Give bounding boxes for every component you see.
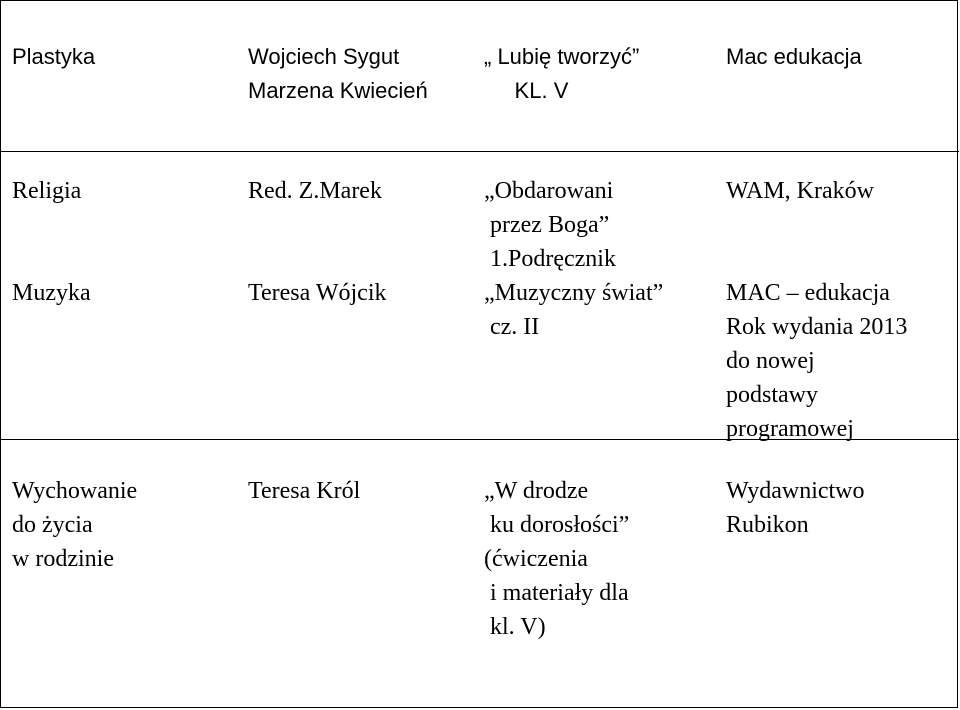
cell-subject: Wychowanie do życia w rodzinie [12,478,138,572]
cell-title: „Muzyczny świat” cz. II [484,280,664,340]
cell-author: Teresa Wójcik [248,280,387,306]
cell-subject: Religia [12,178,82,204]
cell-title: „W drodze ku dorosłości” (ćwiczenia i materiały dla kl. V) [484,478,630,640]
cell-publisher: Mac edukacja [726,44,862,69]
cell-title: „Obdarowani przez Boga” 1.Podręcznik [484,178,616,272]
cell-author: Red. Z.Marek [248,178,382,204]
cell-author: Teresa Król [248,478,361,504]
cell-author: Wojciech Sygut Marzena Kwiecień [248,44,428,103]
cell-publisher: WAM, Kraków [726,178,874,204]
cell-publisher: Wydawnictwo Rubikon [726,478,865,538]
cell-title: „ Lubię tworzyć” KL. V [484,44,640,103]
cell-subject: Muzyka [12,280,91,306]
cell-subject: Plastyka [12,44,96,69]
cell-publisher: MAC – edukacja Rok wydania 2013 do nowej podstawy programowej [726,280,908,442]
row-divider [1,151,959,152]
